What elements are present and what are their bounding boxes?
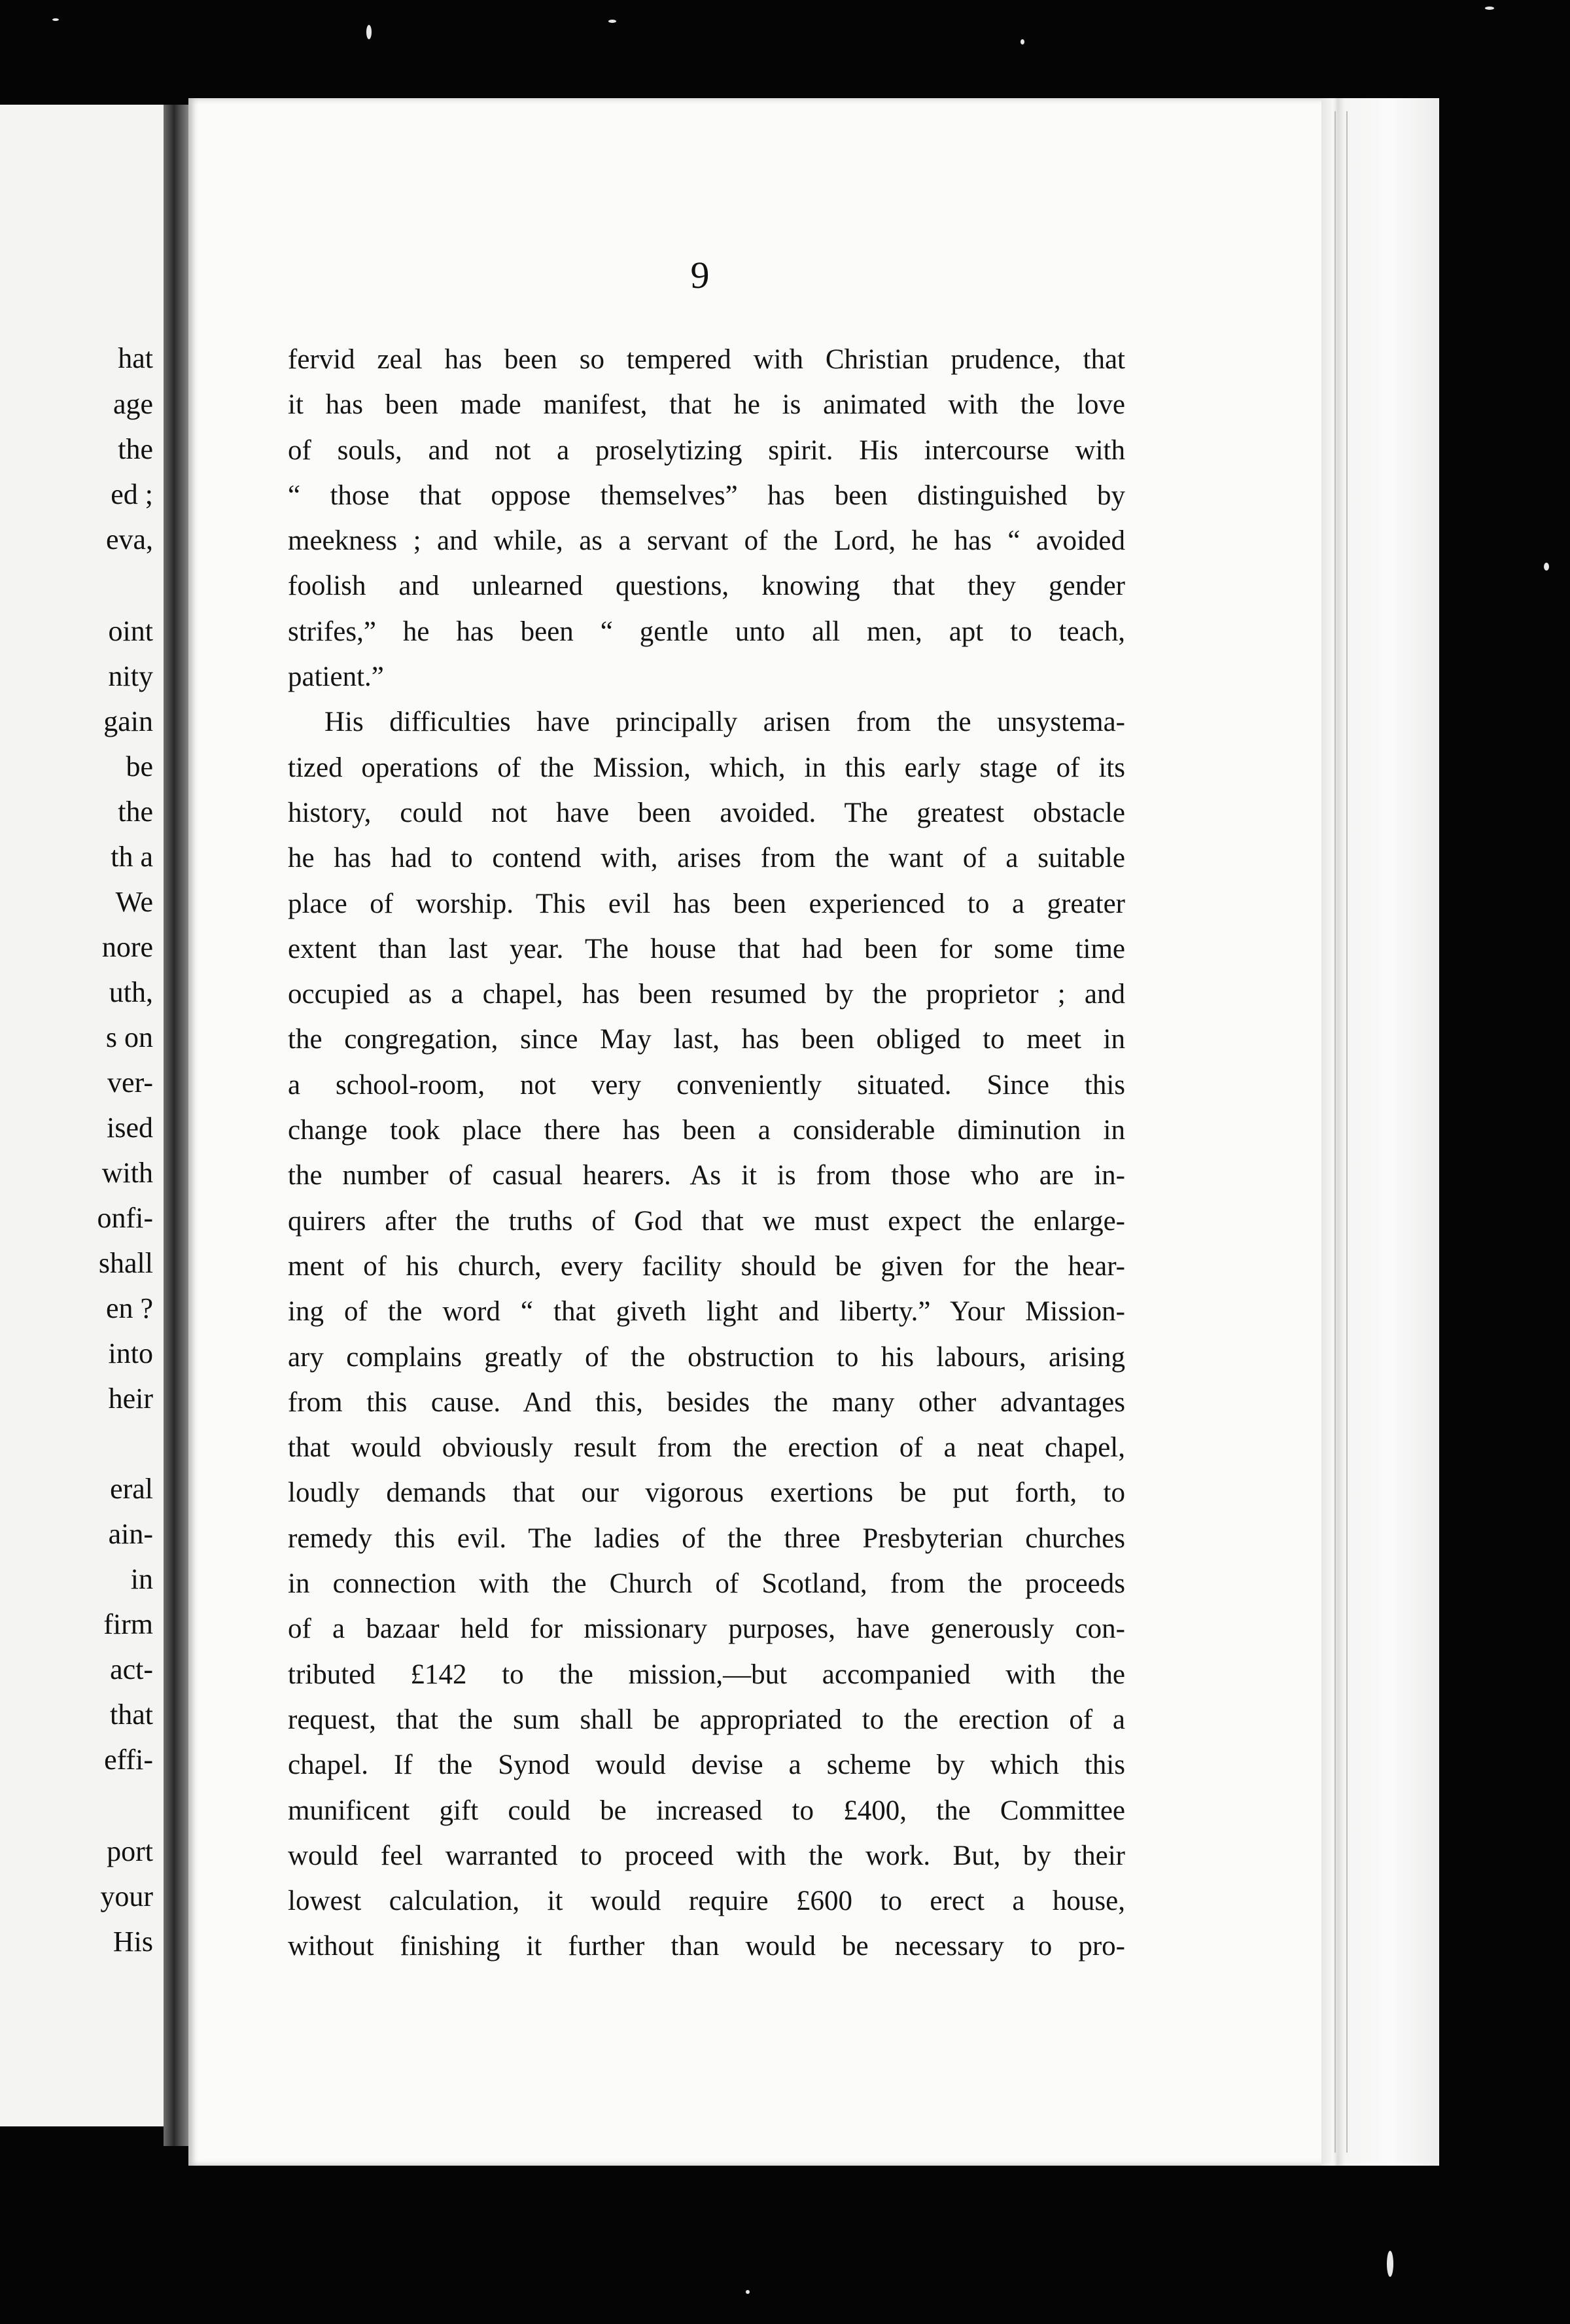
previous-page-text-fragment: s on bbox=[105, 1021, 153, 1053]
scan-speck bbox=[1485, 7, 1494, 10]
previous-page-text-fragment: that bbox=[110, 1699, 153, 1731]
page-number: 9 bbox=[690, 254, 710, 296]
text-line: history, could not have been avoided. The greatest obstacle bbox=[288, 797, 1125, 828]
text-line: strifes,” he has been “ gentle unto all men, apt to teach, bbox=[288, 616, 1125, 647]
text-line: place of worship. This evil has been experienced to a greater bbox=[288, 888, 1125, 919]
previous-page-text-fragment: shall bbox=[98, 1247, 153, 1279]
text-line: fervid zeal has been so tempered with Christian prudence, that bbox=[288, 344, 1125, 375]
previous-page-text-fragment: en ? bbox=[105, 1292, 153, 1324]
text-line: in connection with the Church of Scotland, from the proceeds bbox=[288, 1568, 1125, 1600]
previous-page-text-fragment: eva, bbox=[105, 523, 153, 555]
text-line: the number of casual hearers. As it is from those who are in- bbox=[288, 1160, 1125, 1191]
previous-page-text-fragment: firm bbox=[103, 1608, 153, 1640]
text-line: lowest calculation, it would require £600 to erect a house, bbox=[288, 1886, 1125, 1917]
previous-page-text-fragment: into bbox=[108, 1337, 153, 1369]
text-line: patient.” bbox=[288, 661, 384, 693]
previous-page-text-fragment: nity bbox=[108, 660, 153, 692]
body-text bbox=[288, 337, 1125, 1969]
previous-page-text-fragment: act- bbox=[110, 1653, 153, 1685]
text-line: of souls, and not a proselytizing spirit. His intercourse with bbox=[288, 434, 1125, 466]
previous-page-text-fragment: effi- bbox=[104, 1744, 153, 1776]
text-line: remedy this evil. The ladies of the three Presbyterian churches bbox=[288, 1523, 1125, 1554]
text-line: chapel. If the Synod would devise a scheme by which this bbox=[288, 1750, 1125, 1781]
book-gutter bbox=[164, 105, 190, 2146]
edge-line bbox=[1334, 111, 1336, 2153]
scan-speck bbox=[746, 2290, 750, 2294]
previous-page-text-fragment: th a bbox=[111, 841, 153, 873]
text-line: ing of the word “ that giveth light and liberty.” Your Mission- bbox=[288, 1296, 1125, 1328]
previous-page-text-fragment: with bbox=[101, 1157, 153, 1189]
text-line: “ those that oppose themselves” has been distinguished by bbox=[288, 480, 1125, 511]
scan-speck bbox=[1020, 39, 1024, 44]
previous-page-text-fragment: uth, bbox=[109, 976, 153, 1008]
previous-page-edge bbox=[0, 105, 164, 2126]
previous-page-text-fragment: We bbox=[115, 886, 153, 918]
scan-speck bbox=[608, 20, 616, 23]
scan-speck bbox=[1544, 563, 1549, 571]
text-line: munificent gift could be increased to £400, the Committee bbox=[288, 1795, 1125, 1826]
previous-page-text-fragment: ised bbox=[107, 1112, 153, 1144]
previous-page-text-fragment: ain- bbox=[108, 1518, 153, 1550]
text-line: meekness ; and while, as a servant of the Lord, he has “ avoided bbox=[288, 525, 1125, 557]
previous-page-text-fragment: eral bbox=[110, 1473, 153, 1505]
scan-speck bbox=[1387, 2251, 1393, 2277]
page-edge-stack bbox=[1321, 98, 1439, 2166]
text-line: a school-room, not very conveniently situated. Since this bbox=[288, 1069, 1125, 1100]
text-line: ment of his church, every facility should be given for the hear- bbox=[288, 1250, 1125, 1282]
text-line: from this cause. And this, besides the many other advantages bbox=[288, 1386, 1125, 1418]
text-line: His difficulties have principally arisen from the unsystema- bbox=[324, 707, 1125, 738]
text-line: request, that the sum shall be appropriated to the erection of a bbox=[288, 1704, 1125, 1735]
previous-page-text-fragment: ed ; bbox=[111, 478, 153, 510]
previous-page-text-fragment: age bbox=[113, 388, 153, 420]
scan-speck bbox=[366, 25, 372, 39]
previous-page-text-fragment: port bbox=[107, 1835, 153, 1867]
previous-page-text-fragment: heir bbox=[108, 1382, 153, 1415]
previous-page-text-fragment: the bbox=[118, 433, 153, 465]
text-line: foolish and unlearned questions, knowing that they gender bbox=[288, 571, 1125, 602]
text-line: quirers after the truths of God that we must expect the enlarge- bbox=[288, 1205, 1125, 1237]
text-line: change took place there has been a considerable diminution in bbox=[288, 1115, 1125, 1146]
text-line: tributed £142 to the mission,—but accompanied with the bbox=[288, 1659, 1125, 1690]
text-line: that would obviously result from the erection of a neat chapel, bbox=[288, 1432, 1125, 1464]
previous-page-text-fragment: your bbox=[100, 1880, 153, 1912]
previous-page-text-fragment: gain bbox=[103, 705, 153, 737]
previous-page-text-fragment: in bbox=[130, 1563, 153, 1595]
text-line: would feel warranted to proceed with the work. But, by their bbox=[288, 1840, 1125, 1871]
text-line: tized operations of the Mission, which, in this early stage of its bbox=[288, 752, 1125, 783]
edge-line bbox=[1346, 111, 1348, 2153]
previous-page-text-fragment: the bbox=[118, 796, 153, 828]
previous-page-text-fragment: hat bbox=[118, 342, 153, 374]
previous-page-text-fragment: His bbox=[113, 1926, 153, 1958]
text-line: without finishing it further than would be necessary to pro- bbox=[288, 1931, 1125, 1962]
text-line: the congregation, since May last, has been obliged to meet in bbox=[288, 1024, 1125, 1055]
text-line: of a bazaar held for missionary purposes, have generously con- bbox=[288, 1613, 1125, 1645]
scan-speck bbox=[52, 18, 59, 21]
text-line: extent than last year. The house that had been for some time bbox=[288, 933, 1125, 964]
text-line: ary complains greatly of the obstruction to his labours, arising bbox=[288, 1341, 1125, 1373]
text-line: it has been made manifest, that he is animated with the love bbox=[288, 389, 1125, 421]
text-line: loudly demands that our vigorous exertions be put forth, to bbox=[288, 1477, 1125, 1509]
text-line: occupied as a chapel, has been resumed by the proprietor ; and bbox=[288, 979, 1125, 1010]
previous-page-text-fragment: ver- bbox=[107, 1066, 153, 1099]
previous-page-text-fragment: be bbox=[126, 750, 153, 783]
previous-page-text-fragment: onfi- bbox=[97, 1202, 153, 1234]
previous-page-text-fragment: nore bbox=[101, 931, 153, 963]
previous-page-text-fragment: oint bbox=[108, 615, 153, 647]
text-line: he has had to contend with, arises from the want of a suitable bbox=[288, 843, 1125, 874]
